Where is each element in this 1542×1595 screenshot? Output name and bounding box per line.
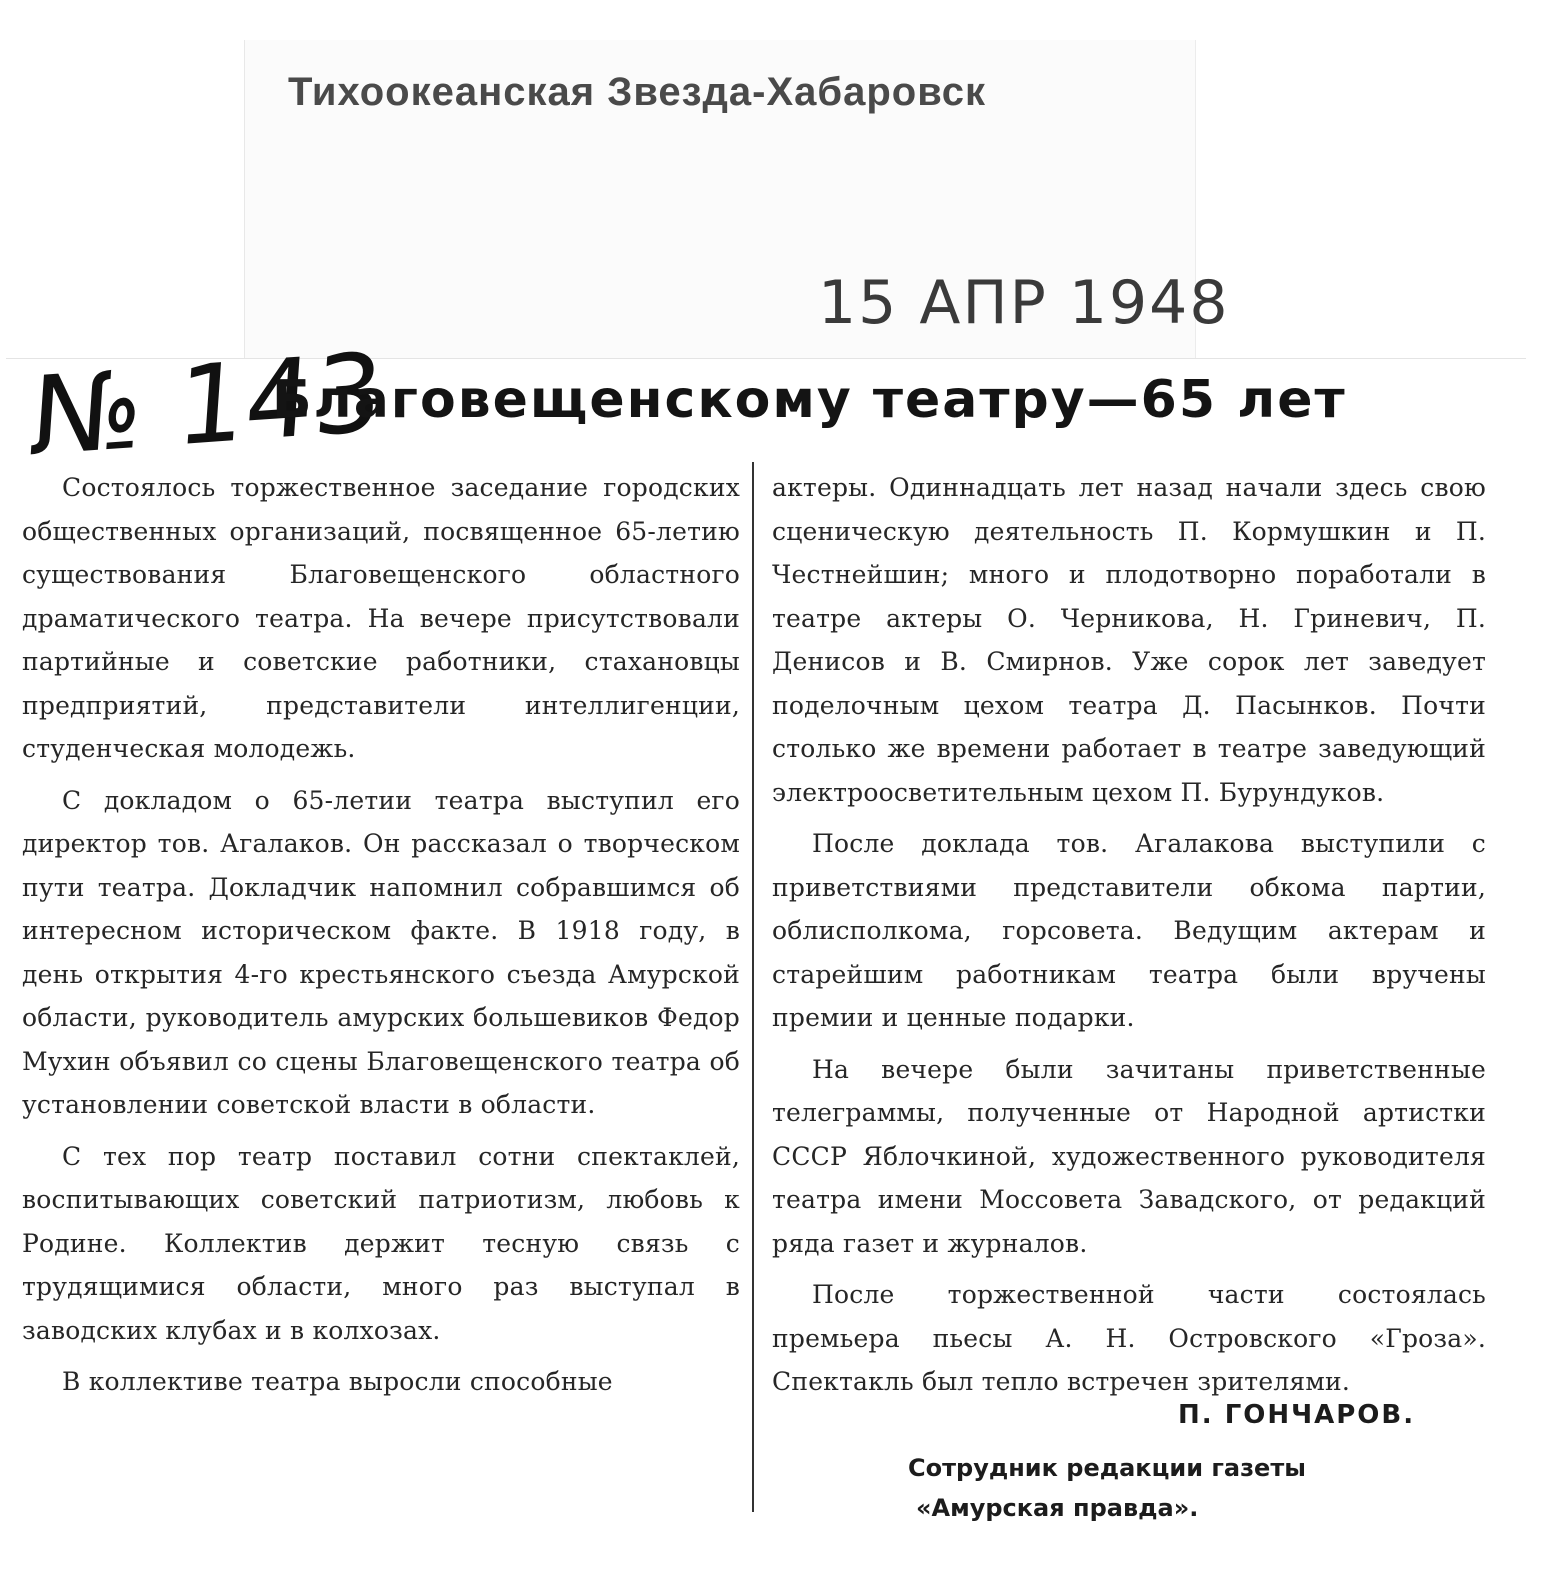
author-newspaper: «Амурская правда». — [916, 1494, 1199, 1522]
article-headline: Благовещенскому театру—65 лет — [272, 370, 1347, 430]
paragraph: После доклада тов. Агалакова выступили с приветствиями представители обкома партии, облисполкома, горсовета. Ведущим актерам и старейшим работникам театра были вручены премии и ценные подарки. — [772, 829, 1486, 1032]
column-divider — [752, 462, 754, 1512]
date-stamp: 15 АПР 1948 — [818, 268, 1230, 338]
paragraph: С докладом о 65-летии театра выступил его директор тов. Агалаков. Он рассказал о творческом пути театра. Докладчик напомнил собравшимся об интересном историческом факте. В 1918 году, в день открытия 4-го крестьянского съезда Амурской области, руководитель амурских большевиков Федор Мухин объявил со сцены Благовещенского театра об установлении советской власти в области. — [22, 785, 740, 1119]
paragraph: В коллективе театра выросли способные — [62, 1367, 613, 1396]
paragraph: После торжественной части состоялась премьера пьесы А. Н. Островского «Гроза». Спектакль был тепло встречен зрителями. — [772, 1280, 1486, 1396]
article-left-column — [22, 466, 740, 1412]
author-signature: П. ГОНЧАРОВ. — [1178, 1400, 1416, 1430]
article-right-column — [772, 466, 1486, 1412]
handwritten-archive-number: № 143 — [26, 330, 387, 481]
paragraph: С тех пор театр поставил сотни спектаклей, воспитывающих советский патриотизм, любовь к Родине. Коллектив держит тесную связь с трудящимися области, много раз выступал в заводских клубах и в колхозах. — [22, 1141, 740, 1345]
author-role — [908, 1448, 1428, 1528]
paragraph: Состоялось торжественное заседание городских общественных организаций, посвященное 65-летию существования Благовещенского областного драматического театра. На вечере присутствовали партийные и советские работники, стахановцы предприятий, представители интеллигенции, студенческая молодежь. — [22, 473, 740, 763]
newspaper-masthead: Тихоокеанская Звезда-Хабаровск — [288, 70, 987, 114]
author-role-title: Сотрудник редакции газеты — [908, 1454, 1306, 1482]
paragraph: На вечере были зачитаны приветственные телеграммы, полученные от Народной артистки СССР Яблочкиной, художественного руководителя театра имени Моссовета Завадского, от редакций ряда газет и журналов. — [772, 1054, 1486, 1258]
paragraph-continued: актеры. Одиннадцать лет назад начали здесь свою сценическую деятельность П. Кормушкин и П. Честнейшин; много и плодотворно поработали в театре актеры О. Черникова, Н. Гриневич, П. Денисов и В. Смирнов. Уже сорок лет заведует поделочным цехом театра Д. Пасынков. Почти столько же времени работает в театре заведующий электроосветительным цехом П. Бурундуков. — [772, 473, 1486, 807]
